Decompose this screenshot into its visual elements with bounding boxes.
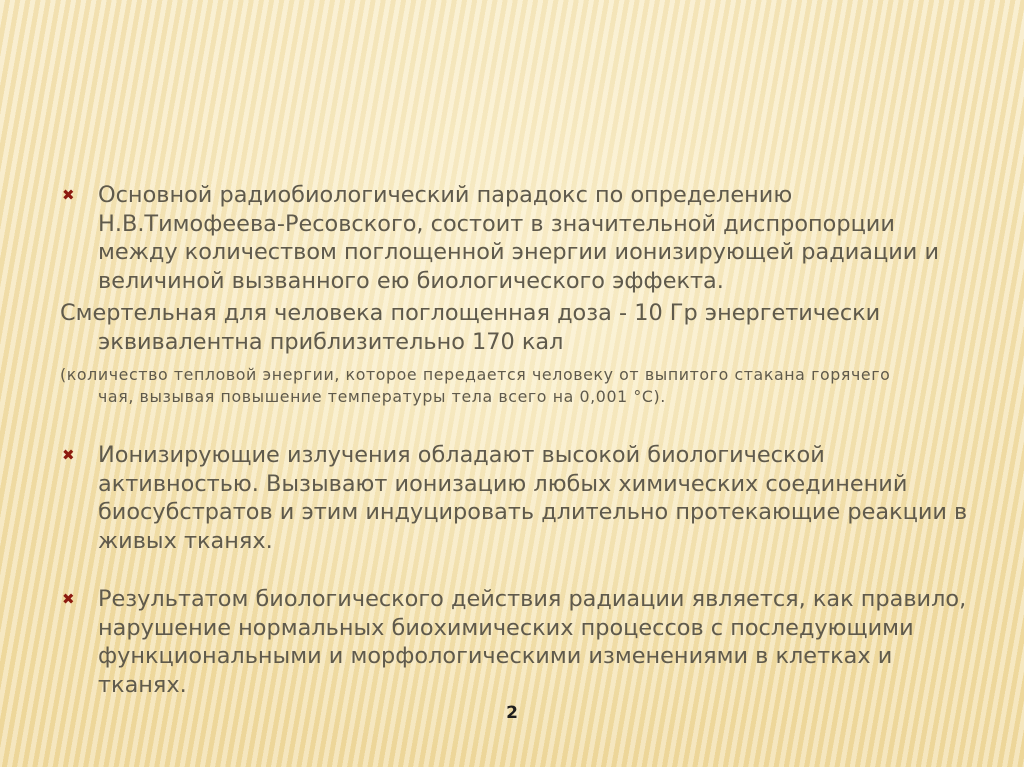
dose-statement-line-1: Смертельная для человека поглощенная доза - 10 Гр энергетически	[60, 300, 881, 326]
x-mark-icon: ✖	[62, 590, 75, 608]
bullet-text: Результатом биологического действия радиации является, как правило, нарушение нормальных биохимических процессов с последующими функциональными и морфологическими изменениями в клетках и тканях.	[98, 586, 967, 698]
bullet-text: Ионизирующие излучения обладают высокой биологической активностью. Вызывают ионизацию любых химических соединений биосубстратов и этим индуцировать длительно протекающие реакции в живых тканях.	[98, 442, 968, 554]
bullet-item-paradox	[60, 181, 980, 295]
bullet-text: Основной радиобиологический парадокс по определению Н.В.Тимофеева-Ресовского, состоит в значительной диспропорции между количеством поглощенной энергии ионизирующей радиации и величиной вызванного ею биологического эффекта.	[98, 182, 940, 294]
bullet-item-activity	[60, 441, 980, 555]
x-mark-icon: ✖	[62, 186, 75, 204]
dose-statement-line-2: эквивалентна приблизительно 170 кал	[98, 328, 564, 355]
bullet-item-result	[60, 585, 980, 699]
x-mark-icon: ✖	[62, 446, 75, 464]
dose-note	[60, 364, 980, 408]
dose-note-line-2: чая, вызывая повышение температуры тела всего на 0,001 °С).	[98, 387, 666, 406]
dose-note-line-1: (количество тепловой энергии, которое передается человеку от выпитого стакана горячего	[60, 365, 891, 384]
page-number: 2	[506, 703, 518, 723]
slide-content	[60, 181, 980, 699]
dose-statement	[60, 299, 980, 356]
